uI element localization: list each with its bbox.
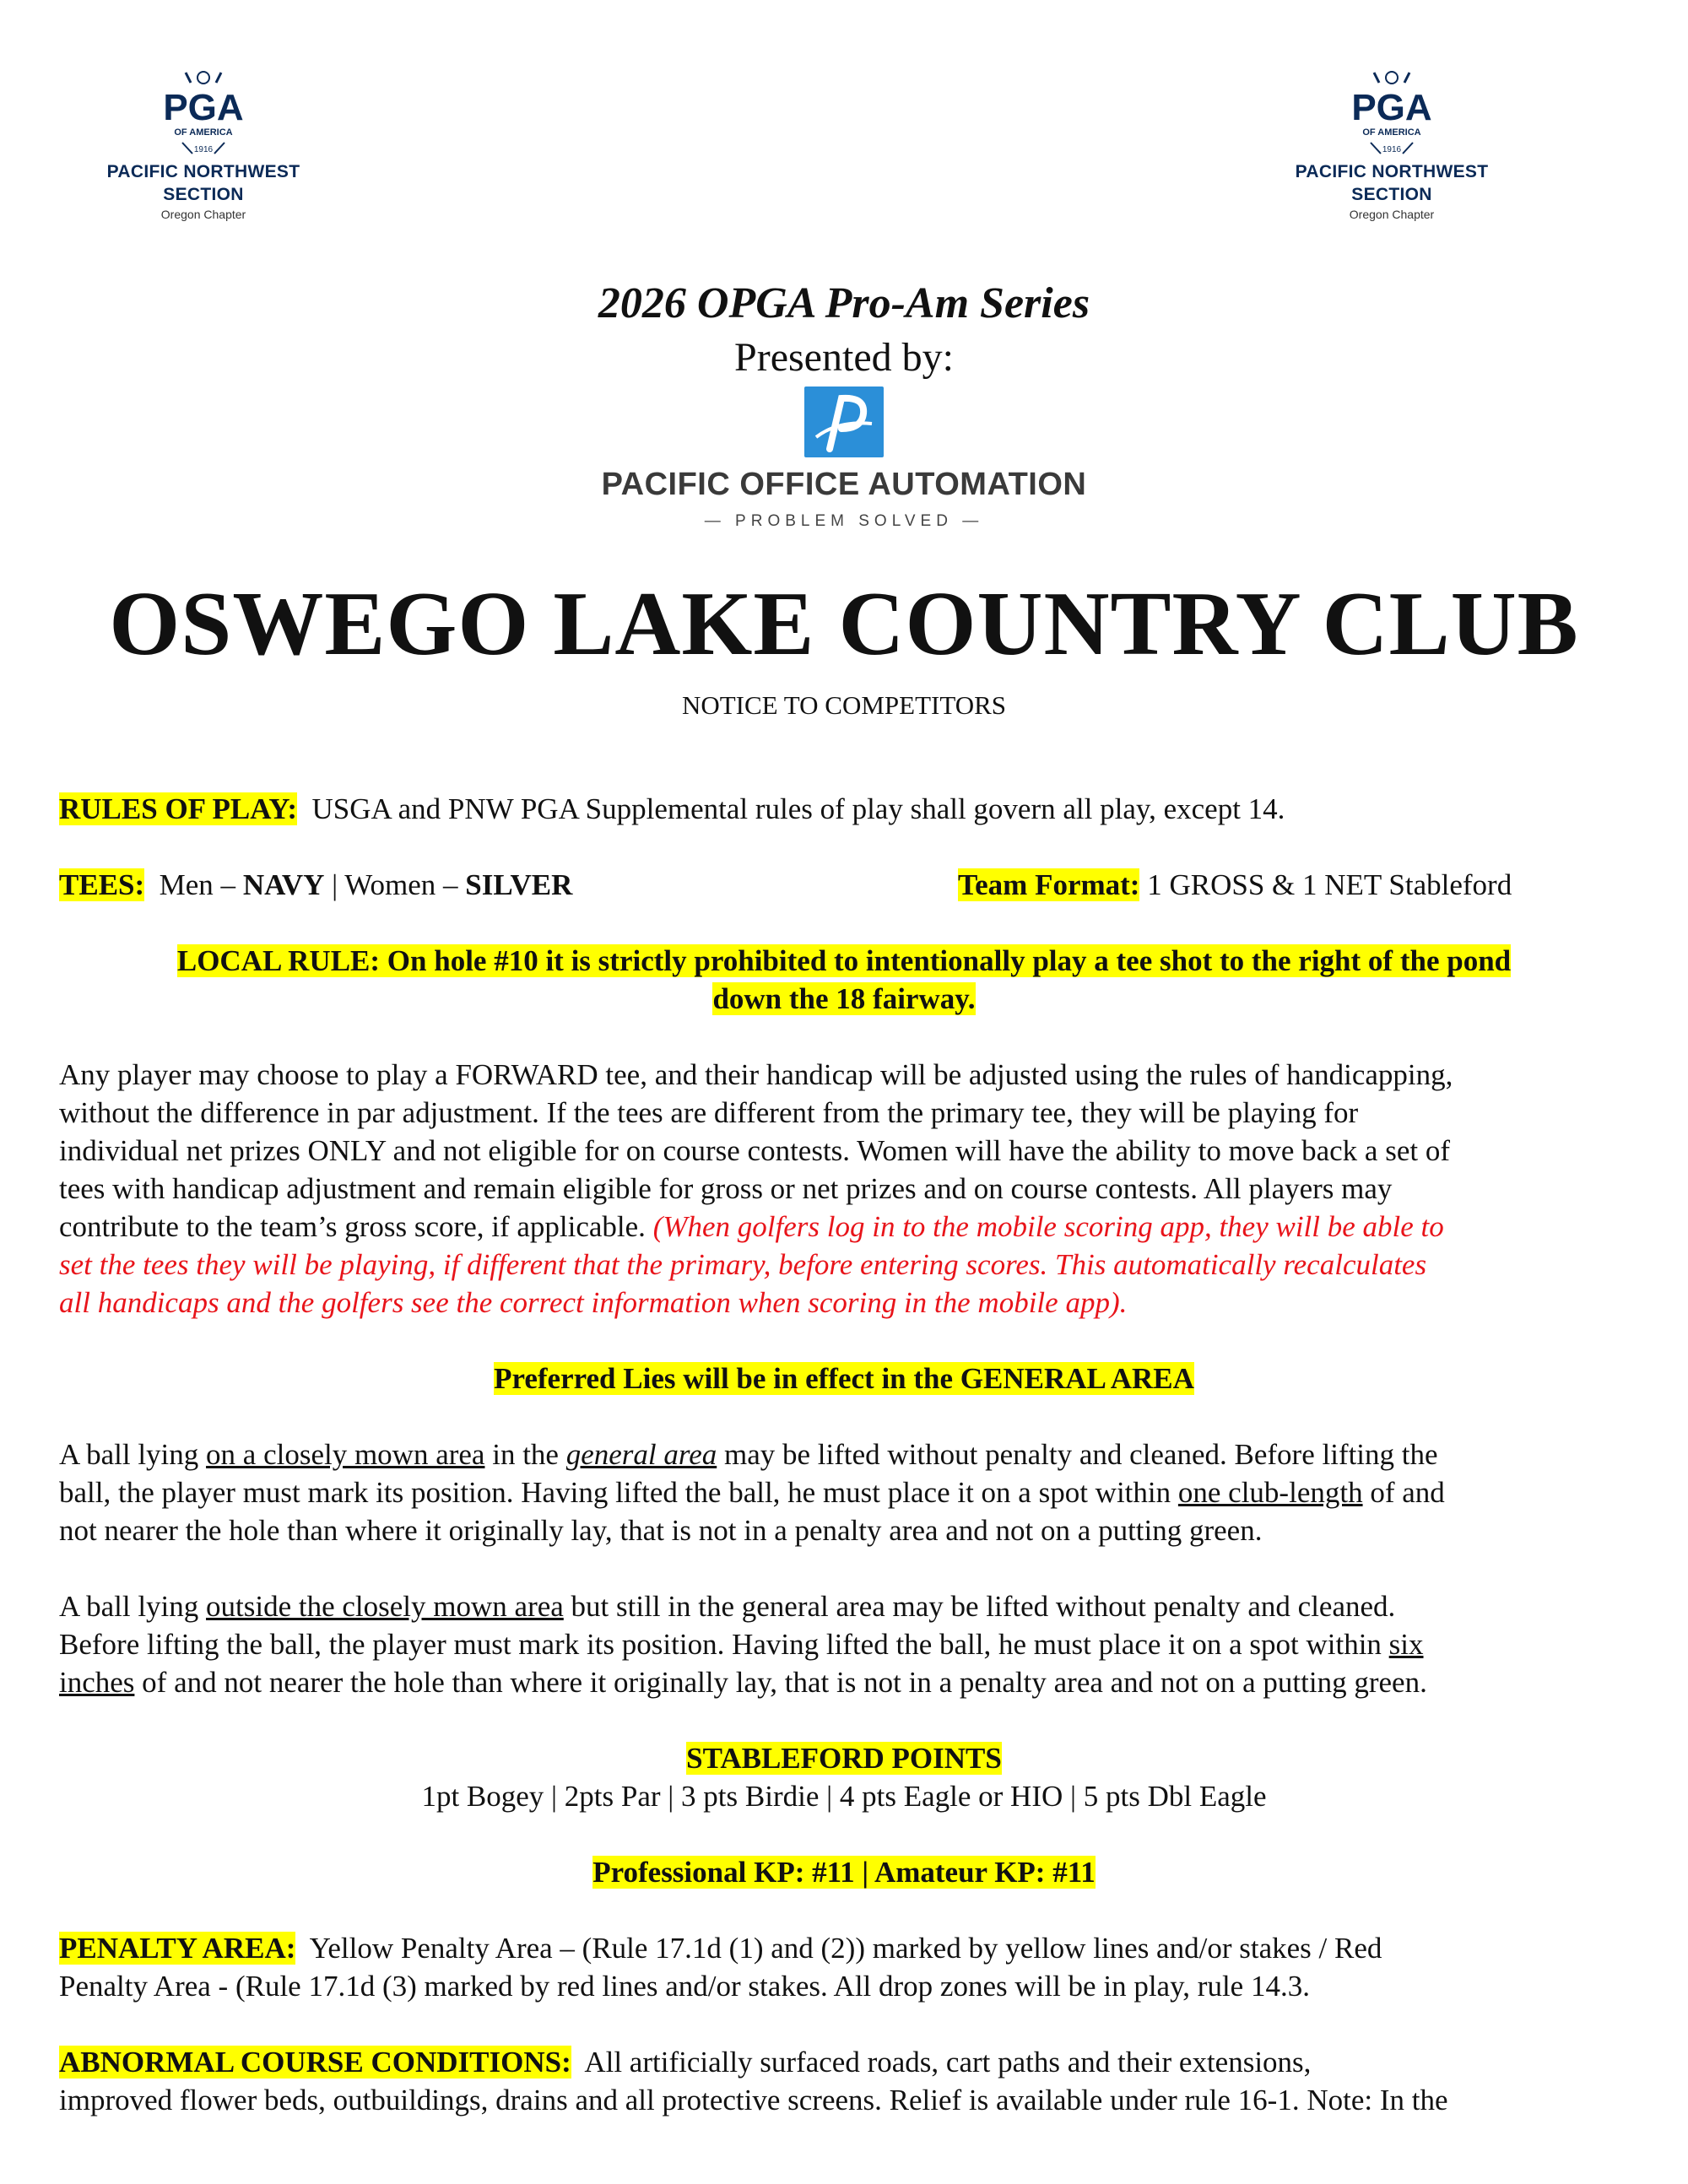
team-format-line: [958, 866, 1512, 904]
pga-pnw-logo-left: [81, 69, 326, 223]
text-run: of and not nearer the hole than where it originally lay, that is not in a penalty area and not on a putting green.: [134, 1666, 1427, 1699]
notice-title: NOTICE TO COMPETITORS: [681, 690, 1007, 720]
abnormal-line1: [59, 2043, 1311, 2081]
penalty-area-label: PENALTY AREA:: [59, 1932, 296, 1965]
tees-men: Men –: [159, 868, 243, 901]
kp-text: Professional KP: #11 | Amateur KP: #11: [592, 1856, 1096, 1889]
preferred-lies-title-text: Preferred Lies will be in effect in the GENERAL AREA: [494, 1362, 1194, 1395]
preferred-lies-p2-line2: [59, 1625, 1424, 1663]
rules-of-play-label: RULES OF PLAY:: [59, 792, 298, 825]
local-rule-text1: LOCAL RULE: On hole #10 it is strictly prohibited to intentionally play a tee shot to the right of the pond: [176, 944, 1512, 977]
founded-year: 1916: [1382, 145, 1402, 154]
forward-tee-line4: tees with handicap adjustment and remain eligible for gross or net prizes and on course contests. All players may: [59, 1172, 1393, 1205]
app-note-line3: all handicaps and the golfers see the correct information when scoring in the mobile app).: [59, 1286, 1128, 1319]
section-name-line2: SECTION: [1351, 185, 1432, 204]
pga-wordmark: PGA: [1351, 87, 1432, 128]
section-name-line1: PACIFIC NORTHWEST: [1295, 162, 1489, 181]
tees-label: TEES:: [59, 868, 145, 901]
preferred-lies-p1-line2: [59, 1473, 1445, 1511]
app-note-text1: (When golfers log in to the mobile scoring app, they will be able to: [652, 1210, 1444, 1243]
rules-of-play-line: [59, 790, 1285, 828]
forward-tee-line1: Any player may choose to play a FORWARD tee, and their handicap will be adjusted using the rules of handicapping,: [59, 1058, 1453, 1091]
preferred-lies-title: [0, 1360, 1688, 1397]
text-run-underlined: six: [1388, 1628, 1424, 1661]
forward-tee-line5: [59, 1208, 1444, 1246]
text-run: may be lifted without penalty and cleaned. Before lifting the: [717, 1438, 1438, 1471]
tees-sep: | Women –: [324, 868, 466, 901]
text-run: A ball lying: [59, 1438, 207, 1471]
club-title: OSWEGO LAKE COUNTRY CLUB: [109, 574, 1579, 674]
pga-pnw-logo-right: [1269, 69, 1514, 223]
text-run: Before lifting the ball, the player must mark its position. Having lifted the ball, he must place it on a spot within: [59, 1628, 1389, 1661]
team-format-label: Team Format:: [958, 868, 1140, 901]
sponsor-name: PACIFIC OFFICE AUTOMATION: [601, 467, 1087, 502]
text-run: ball, the player must mark its position. Having lifted the ball, he must place it on a spot within: [59, 1476, 1178, 1509]
of-america-text: OF AMERICA: [174, 127, 233, 138]
abnormal-line2: improved flower beds, outbuildings, drains and all protective screens. Relief is available under rule 16-1. Note: In the: [59, 2084, 1448, 2116]
app-note-line2: set the tees they will be playing, if different that the primary, before entering scores. This automatically recalculates: [59, 1248, 1427, 1281]
forward-tee-line2: without the difference in par adjustment. If the tees are different from the primary tee, they will be playing for: [59, 1096, 1359, 1129]
chapter-name: Oregon Chapter: [160, 208, 246, 221]
forward-tee-line3: individual net prizes ONLY and not eligible for on course contests. Women will have the ability to move back a set of: [59, 1134, 1450, 1167]
stableford-title: [0, 1739, 1688, 1777]
preferred-lies-p1-line1: [59, 1435, 1438, 1473]
team-format-value: 1 GROSS & 1 NET Stableford: [1147, 868, 1512, 901]
rules-of-play-text: USGA and PNW PGA Supplemental rules of play shall govern all play, except 14.: [311, 792, 1285, 825]
sponsor-logo-icon: [804, 387, 884, 457]
series-title: 2026 OPGA Pro-Am Series: [598, 279, 1090, 327]
penalty-area-line1: [59, 1929, 1382, 1967]
stableford-points: 1pt Bogey | 2pts Par | 3 pts Birdie | 4 pts Eagle or HIO | 5 pts Dbl Eagle: [421, 1780, 1267, 1813]
tees-line: [59, 866, 572, 904]
penalty-area-line2: Penalty Area - (Rule 17.1d (3) marked by red lines and/or stakes. All drop zones will be in play, rule 14.3.: [59, 1970, 1310, 2003]
of-america-text: OF AMERICA: [1362, 127, 1421, 138]
stableford-title-text: STABLEFORD POINTS: [686, 1742, 1002, 1775]
section-name-line2: SECTION: [163, 185, 244, 204]
tees-men-color: NAVY: [242, 868, 325, 901]
pga-emblem-icon: [1337, 69, 1447, 160]
forward-tee-text5: contribute to the team’s gross score, if applicable.: [59, 1210, 653, 1243]
sponsor-tagline: — PROBLEM SOLVED —: [704, 512, 984, 530]
tees-women-color: SILVER: [465, 868, 573, 901]
text-run-underlined: inches: [59, 1666, 135, 1699]
text-run: but still in the general area may be lifted without penalty and cleaned.: [563, 1590, 1396, 1623]
preferred-lies-p2-line3: [59, 1663, 1427, 1701]
kp-line: [0, 1853, 1688, 1891]
text-run: in the: [484, 1438, 566, 1471]
pga-emblem-icon: [149, 69, 258, 160]
text-run-underlined: outside the closely mown area: [206, 1590, 564, 1623]
section-name-line1: PACIFIC NORTHWEST: [106, 162, 300, 181]
preferred-lies-p1-line3: not nearer the hole than where it originally lay, that is not in a penalty area and not on a putting green.: [59, 1514, 1263, 1547]
text-run-underlined: one club-length: [1177, 1476, 1363, 1509]
chapter-name: Oregon Chapter: [1349, 208, 1435, 221]
abnormal-label: ABNORMAL COURSE CONDITIONS:: [59, 2046, 571, 2079]
founded-year: 1916: [193, 145, 214, 154]
text-run: A ball lying: [59, 1590, 207, 1623]
local-rule-line1: [0, 942, 1688, 980]
abnormal-text1: All artificially surfaced roads, cart paths and their extensions,: [584, 2046, 1312, 2079]
text-run: of and: [1362, 1476, 1445, 1509]
pga-wordmark: PGA: [163, 87, 244, 128]
local-rule-line2: [0, 980, 1688, 1018]
presented-by: Presented by:: [734, 335, 954, 380]
local-rule-text2: down the 18 fairway.: [712, 982, 976, 1015]
penalty-area-text1: Yellow Penalty Area – (Rule 17.1d (1) and (2)) marked by yellow lines and/or stakes / Red: [309, 1932, 1382, 1965]
text-run-italic-underlined: general area: [565, 1438, 717, 1471]
preferred-lies-p2-line1: [59, 1587, 1395, 1625]
text-run-underlined: on a closely mown area: [206, 1438, 485, 1471]
